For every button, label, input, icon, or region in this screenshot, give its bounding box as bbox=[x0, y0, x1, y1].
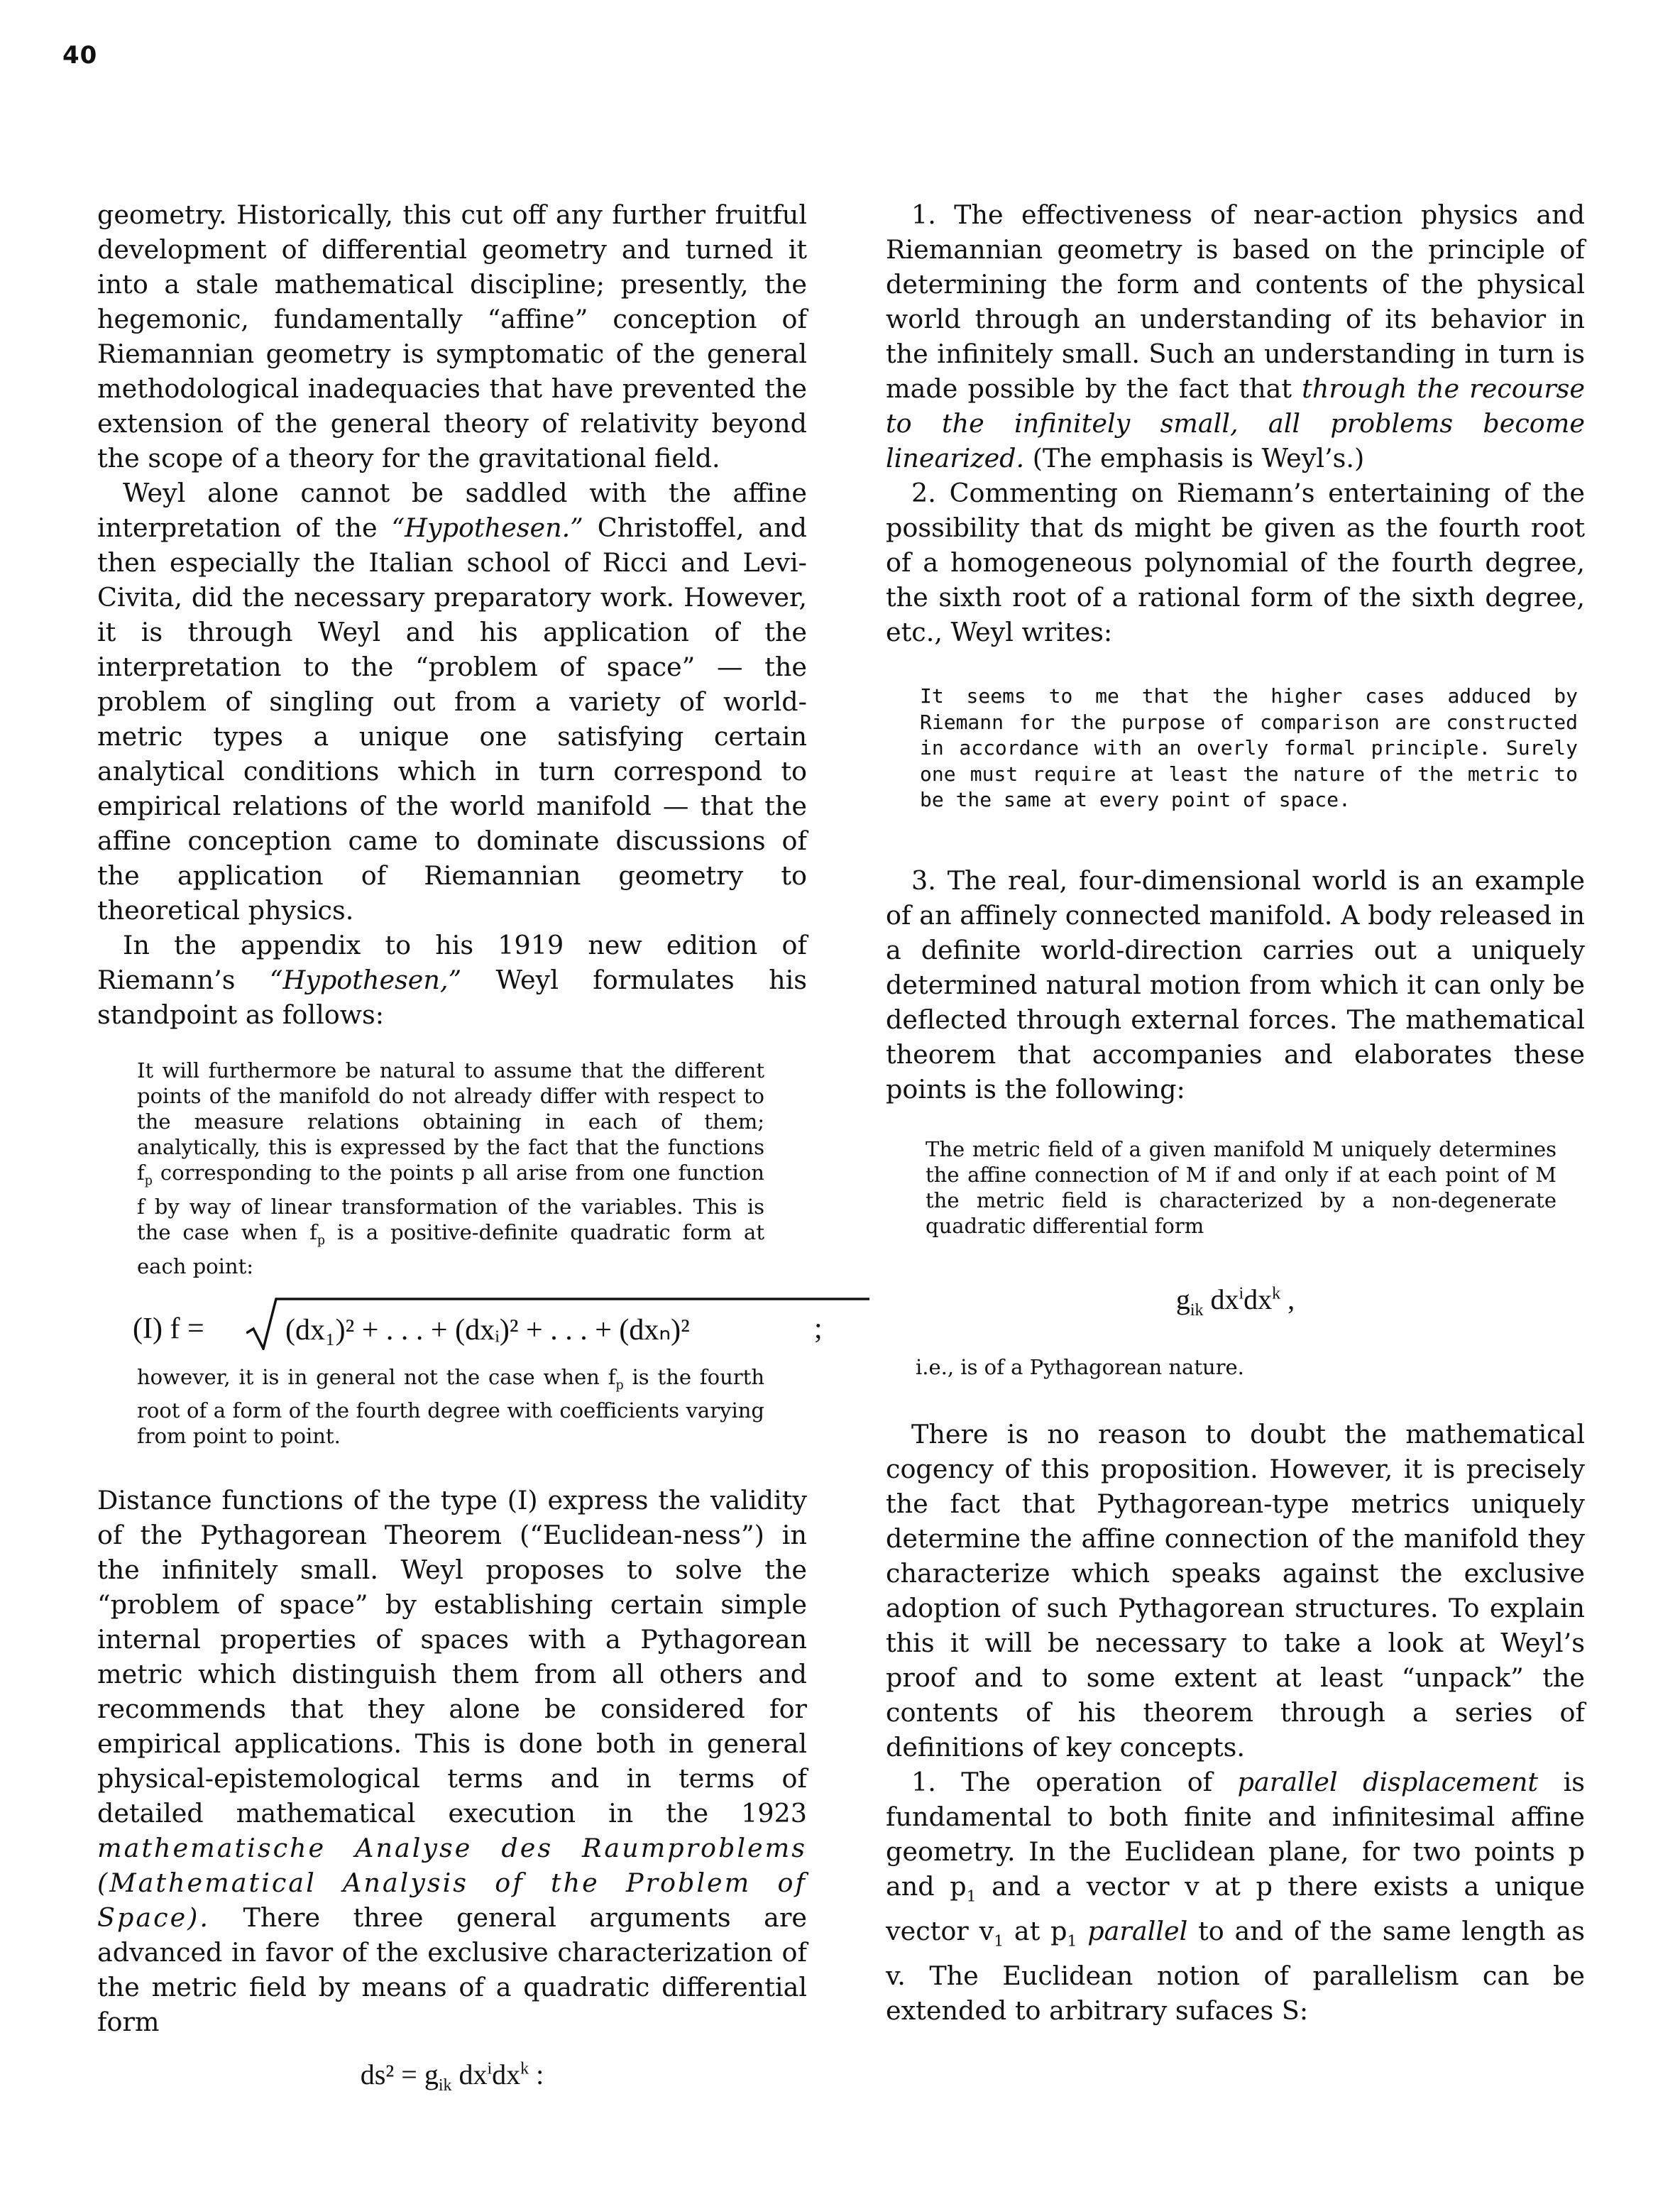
emphasis: parallel bbox=[1077, 1915, 1188, 1946]
block-quote-mono: It seems to me that the higher cases adduced by Riemann for the purpose of comparison are constructed in accordance with an overly formal principle. Surely one must require at least the nature of the metric to be the same at every point of space. bbox=[920, 684, 1578, 811]
emphasis: mathematische Analyse des Raumproblems (Mathematical Analysis of the Problem of Space). bbox=[97, 1833, 807, 1934]
paragraph: Distance functions of the type (I) express the validity of the Pythagorean Theorem (“Euclidean-ness”) in the infinitely small. Weyl proposes to solve the “problem of space” by establishing certain simple internal properties of spaces with a Pythagorean metric which distinguish them from all others and recommends that they alone be considered for empirical applications. This is done both in general physical-epistemological terms and in terms of detailed mathematical execution in the 1923 mathematische Analyse des Raumproblems (Mathematical Analysis of the Problem of Space). There three general arguments are advanced in favor of the exclusive characterization of the metric field by means of a quadratic differential form bbox=[97, 1485, 807, 2038]
equation-ds2: $ds^2 = g_{ik}$ $dx^idx^k$ : bbox=[360, 2058, 544, 2095]
paragraph: Weyl alone cannot be saddled with the affine interpretation of the “Hypothesen.” Christoffel, and then especially the Italian school of Ricci and Levi-Civita, did the necessary preparatory work. However, it is through Weyl and his application of the interpretation to the “problem of space” — the problem of singling out from a variety of world-metric types a unique one satisfying certain analytical conditions which in turn correspond to empirical relations of the world manifold — that the affine conception came to dominate discussions of the application of Riemannian geometry to theoretical physics. bbox=[97, 478, 808, 926]
emphasis: “Hypothesen.” bbox=[391, 512, 583, 543]
paragraph: There is no reason to doubt the mathematical cogency of this proposition. However, it is precisely the fact that Pythagorean-type metrics uniquely determine the affine connection of the manifold they characterize which speaks against the exclusive adoption of such Pythagorean structures. To explain this it will be necessary to take a look at Weyl’s proof and to some extent at least “unpack” the contents of his theorem through a series of definitions of key concepts. bbox=[886, 1418, 1585, 1762]
page-number: 40 bbox=[62, 41, 98, 70]
block-quote: The metric field of a given manifold M uniquely determines the affine connection of M if and only if at each point of M the metric field is characterized by a non-degenerate quadratic differential form bbox=[926, 1136, 1557, 1238]
paragraph: 1. The effectiveness of near-action physics and Riemannian geometry is based on the principle of determining the form and contents of the physical world through an understanding of its behavior in the infinitely small. Such an understanding in turn is made possible by the fact that through the recourse to the infinitely small, all problems become linearized. (The emphasis is Weyl’s.) bbox=[886, 199, 1586, 473]
emphasis: through the recourse to the infinitely small, all problems become linearized. bbox=[886, 373, 1586, 473]
block-quote-tail: i.e., is of a Pythagorean nature. bbox=[916, 1354, 1244, 1379]
equation-gik: $g_{ik}$ $dx^idx^k$ , bbox=[1175, 1283, 1295, 1320]
emphasis: “Hypothesen,” bbox=[269, 965, 462, 995]
paragraph: 1. The operation of parallel displacement is fundamental to both finite and infinitesimal affine geometry. In the Euclidean plane, for two points p and $p_1$ and a vector v at p there exists a unique vector $v_1$ at $p_1$ parallel to and of the same length as v. The Euclidean notion of parallelism can be extended to arbitrary sufaces S: bbox=[886, 1766, 1585, 2027]
paragraph: geometry. Historically, this cut off any further fruitful development of differential geometry and turned it into a stale mathematical discipline; presently, the hegemonic, fundamentally “affine” conception of Riemannian geometry is symptomatic of the general methodological inadequacies that have prevented the extension of the general theory of relativity beyond the scope of a theory for the gravitational field. bbox=[97, 199, 807, 473]
left-column bbox=[97, 197, 823, 2095]
paragraph: 3. The real, four-dimensional world is an example of an affinely connected manifold. A body released in a definite world-direction carries out a uniquely determined natural motion from which it can only be deflected through external forces. The mathematical theorem that accompanies and elaborates these points is the following: bbox=[886, 865, 1585, 1104]
emphasis: parallel displacement bbox=[1237, 1766, 1539, 1797]
paragraph: In the appendix to his 1919 new edition of Riemann’s “Hypothesen,” Weyl formulates his standpoint as follows: bbox=[97, 930, 807, 1030]
paragraph: 2. Commenting on Riemann’s entertaining of the possibility that ds might be given as the fourth root of a homogeneous polynomial of the fourth degree, the sixth root of a rational form of the sixth degree, etc., Weyl writes: bbox=[886, 478, 1585, 647]
right-column bbox=[886, 197, 1585, 2028]
block-quote-continued: however, it is in general not the case when $f_p$ is the fourth root of a form of the fourth degree with coefficients varying from point to point. bbox=[137, 1364, 764, 1449]
block-quote: It will furthermore be natural to assume that the different points of the manifold do not already differ with respect to the measure relations obtaining in each of them; analytically, this is expressed by the fact that the functions $f_p$ corresponding to the points p all arise from one function f by way of linear transformation of the variables. This is the case when $f_p$ is a positive-definite quadratic form at each point: bbox=[137, 1058, 764, 1278]
equation-I: (I) f = (dx₁)² + . . . + (dxᵢ)² + . . . + (dxₙ)² ; bbox=[133, 1298, 807, 1350]
